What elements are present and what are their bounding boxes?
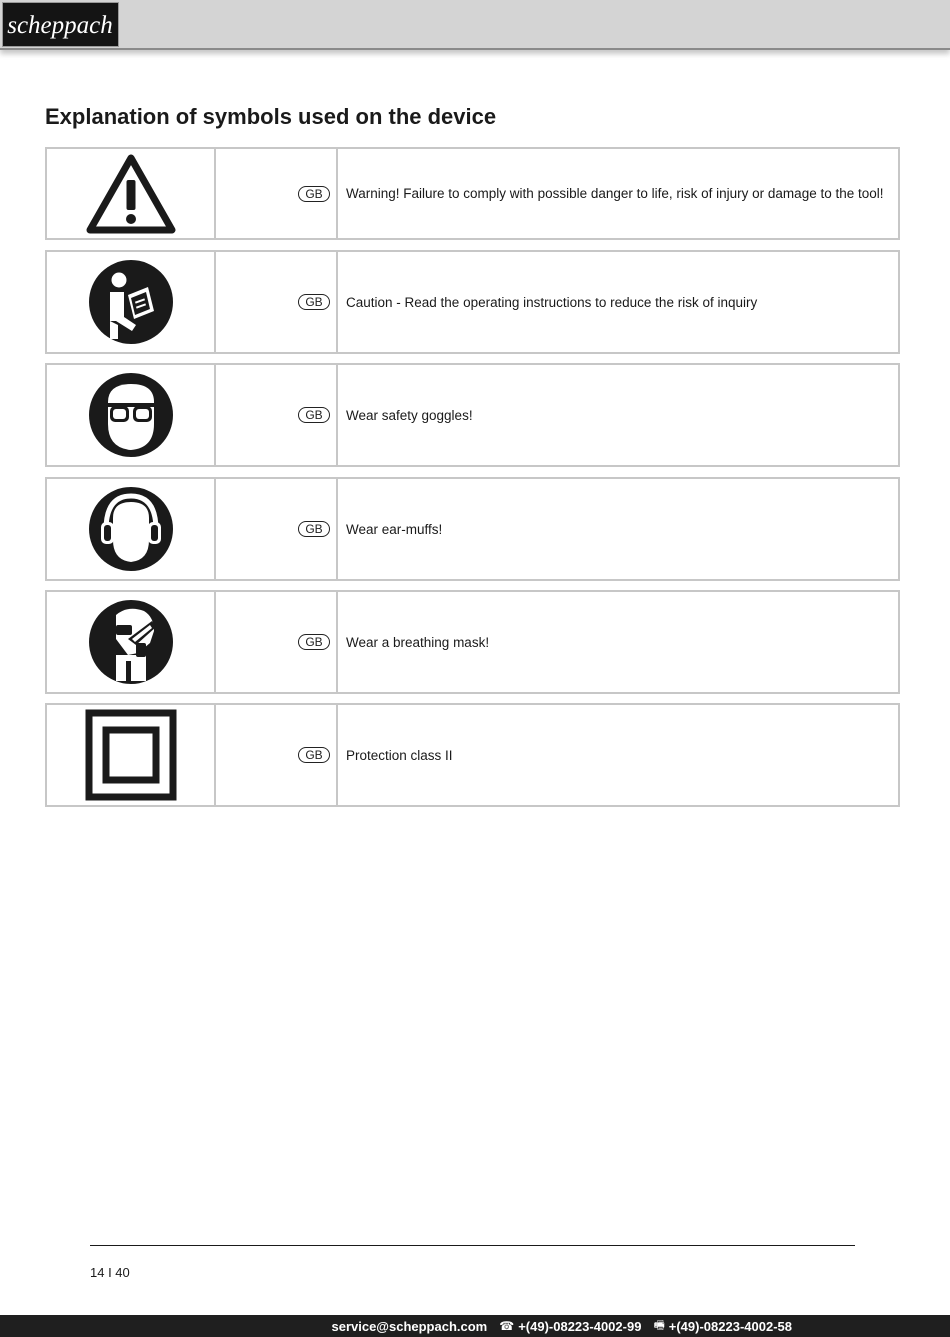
lang-badge: GB xyxy=(298,634,330,650)
symbol-cell xyxy=(47,592,216,692)
contact-bar xyxy=(0,1315,950,1337)
safety-goggles-icon xyxy=(88,372,174,458)
fax-icon: 🖷 xyxy=(653,1317,665,1332)
lang-badge: GB xyxy=(298,294,330,310)
symbol-description: Caution - Read the operating instructions to reduce the risk of inquiry xyxy=(346,294,758,310)
symbol-description: Wear safety goggles! xyxy=(346,407,473,423)
telephone-icon: ☎ xyxy=(499,1319,515,1333)
lang-cell xyxy=(216,479,338,579)
symbol-cell xyxy=(47,149,216,238)
symbol-row xyxy=(45,250,900,354)
lang-cell xyxy=(216,252,338,352)
page-number: 14 I 40 xyxy=(90,1265,130,1280)
symbol-description: Wear ear-muffs! xyxy=(346,521,443,537)
symbol-description: Wear a breathing mask! xyxy=(346,634,490,650)
symbol-cell xyxy=(47,479,216,579)
service-phone[interactable]: +(49)-08223-4002-99 xyxy=(518,1318,642,1334)
lang-cell xyxy=(216,149,338,238)
symbol-cell xyxy=(47,365,216,465)
symbol-row xyxy=(45,363,900,467)
header-band xyxy=(0,0,950,50)
warning-triangle-icon xyxy=(86,154,176,234)
footer-divider xyxy=(90,1245,855,1246)
symbol-row xyxy=(45,703,900,807)
symbol-row xyxy=(45,590,900,694)
symbol-row xyxy=(45,477,900,581)
logo-text: scheppach xyxy=(7,12,113,39)
breathing-mask-icon xyxy=(88,599,174,685)
read-manual-icon xyxy=(88,259,174,345)
symbol-description: Protection class II xyxy=(346,747,453,763)
lang-cell xyxy=(216,365,338,465)
symbol-row xyxy=(45,147,900,240)
symbol-description: Warning! Failure to comply with possible danger to life, risk of injury or damage to the tool! xyxy=(346,186,884,201)
page-title: Explanation of symbols used on the device xyxy=(45,104,497,129)
lang-cell xyxy=(216,592,338,692)
lang-badge: GB xyxy=(298,186,330,202)
lang-cell xyxy=(216,705,338,805)
lang-badge: GB xyxy=(298,407,330,423)
lang-badge: GB xyxy=(298,747,330,763)
symbol-cell xyxy=(47,252,216,352)
symbol-cell xyxy=(47,705,216,805)
service-email[interactable]: service@scheppach.com xyxy=(331,1318,488,1334)
scheppach-logo xyxy=(2,2,119,47)
protection-class-ii-icon xyxy=(85,709,177,801)
lang-badge: GB xyxy=(298,521,330,537)
service-fax: +(49)-08223-4002-58 xyxy=(668,1318,792,1334)
ear-muffs-icon xyxy=(88,486,174,572)
